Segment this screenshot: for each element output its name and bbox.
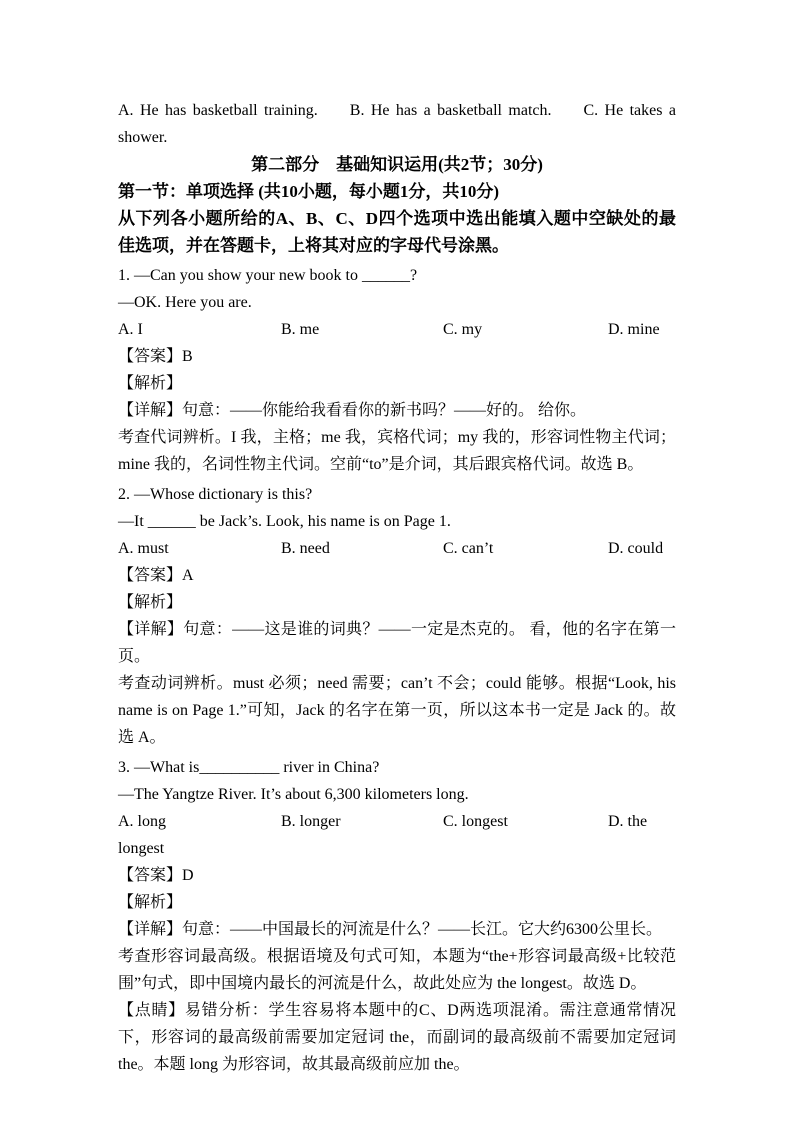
answer-label: 【答案】 [118,567,183,584]
options-row [118,808,676,835]
option-a: A. long [118,813,166,830]
tip-paragraph [118,997,680,1078]
detail-label: 【详解】 [118,621,184,638]
section-heading: 第一节：单项选择 (共10小题，每小题1分，共10分) [118,182,500,201]
options-row [118,535,676,562]
option-a: A. must [118,540,169,557]
tip-text: 易错分析：学生容易将本题中的C、D两选项混淆。需注意通常情况下，形容词的最高级前需要加定冠词 the，而副词的最高级前不需要加定冠词 the。本题 long 为形容词，故其最高级前应加 the。 [118,1002,680,1073]
option-d-overflow: longest [118,840,165,857]
document-content [118,97,680,1078]
analysis-line [118,370,676,397]
detail-line [118,916,676,943]
answer-value: A [182,567,194,584]
analysis-line [118,889,676,916]
option-c: C. my [443,321,483,338]
question-response-line: —OK. Here you are. [118,294,252,311]
part-heading: 第二部分 基础知识运用(共2节；30分) [251,155,543,174]
question-2 [118,481,680,751]
question-1 [118,262,676,478]
detail-label: 【详解】 [118,402,183,419]
detail-text: 句意：——中国最长的河流是什么？——长江。它大约6300公里长。 [182,921,663,938]
question-stem-line: 1. —Can you show your new book to ______? [118,267,418,284]
detail-text: 句意：——这是谁的词典？——一定是杰克的。 看，他的名字在第一页。 [118,621,676,665]
tip-label: 【点睛】 [118,1002,185,1019]
analysis-label: 【解析】 [118,894,183,911]
question-stem-line: 2. —Whose dictionary is this? [118,486,313,503]
detail-label: 【详解】 [118,921,183,938]
answer-label: 【答案】 [118,348,183,365]
explanation-paragraph: 考查代词辨析。I 我，主格；me 我，宾格代词；my 我的，形容词性物主代词；mine 我的，名词性物主代词。空前“to”是介词，其后跟宾格代词。故选 B。 [118,429,676,473]
option-d: D. could [608,540,664,557]
option-c: C. can’t [443,540,494,557]
analysis-line [118,589,676,616]
option-b: B. need [281,540,330,557]
option-b: B. longer [281,813,341,830]
explanation-paragraph: 考查形容词最高级。根据语境及句式可知，本题为“the+形容词最高级+比较范围”句式，即中国境内最长的河流是什么，故此处应为 the longest。故选 D。 [118,948,676,992]
analysis-label: 【解析】 [118,594,183,611]
carryover-options-line: A. He has basketball training. B. He has a basketball match. C. He takes a shower. [118,102,680,146]
question-response-line: —The Yangtze River. It’s about 6,300 kilometers long. [118,786,469,803]
detail-line [118,616,676,670]
question-stem-line: 3. —What is__________ river in China? [118,759,380,776]
explanation-paragraph: 考查动词辨析。must 必须；need 需要；can’t 不会；could 能够。根据“Look, his name is on Page 1.”可知，Jack 的名字在第一页，所以这本书一定是 Jack 的。故选 A。 [118,675,680,746]
options-row [118,316,676,343]
question-response-line: —It ______ be Jack’s. Look, his name is on Page 1. [118,513,451,530]
analysis-label: 【解析】 [118,375,183,392]
answer-line [118,343,676,370]
answer-value: B [182,348,193,365]
option-d: D. mine [608,321,660,338]
answer-label: 【答案】 [118,867,183,884]
instructions: 从下列各小题所给的A、B、C、D四个选项中选出能填入题中空缺处的最佳选项，并在答题卡，上将其对应的字母代号涂黑。 [118,209,676,255]
answer-value: D [182,867,194,884]
detail-text: 句意：——你能给我看看你的新书吗？——好的。 给你。 [182,402,587,419]
option-b: B. me [281,321,320,338]
question-3 [118,754,680,1078]
option-d: D. the [608,813,648,830]
detail-line [118,397,676,424]
option-c: C. longest [443,813,508,830]
answer-line [118,862,676,889]
option-a: A. I [118,321,143,338]
answer-line [118,562,676,589]
